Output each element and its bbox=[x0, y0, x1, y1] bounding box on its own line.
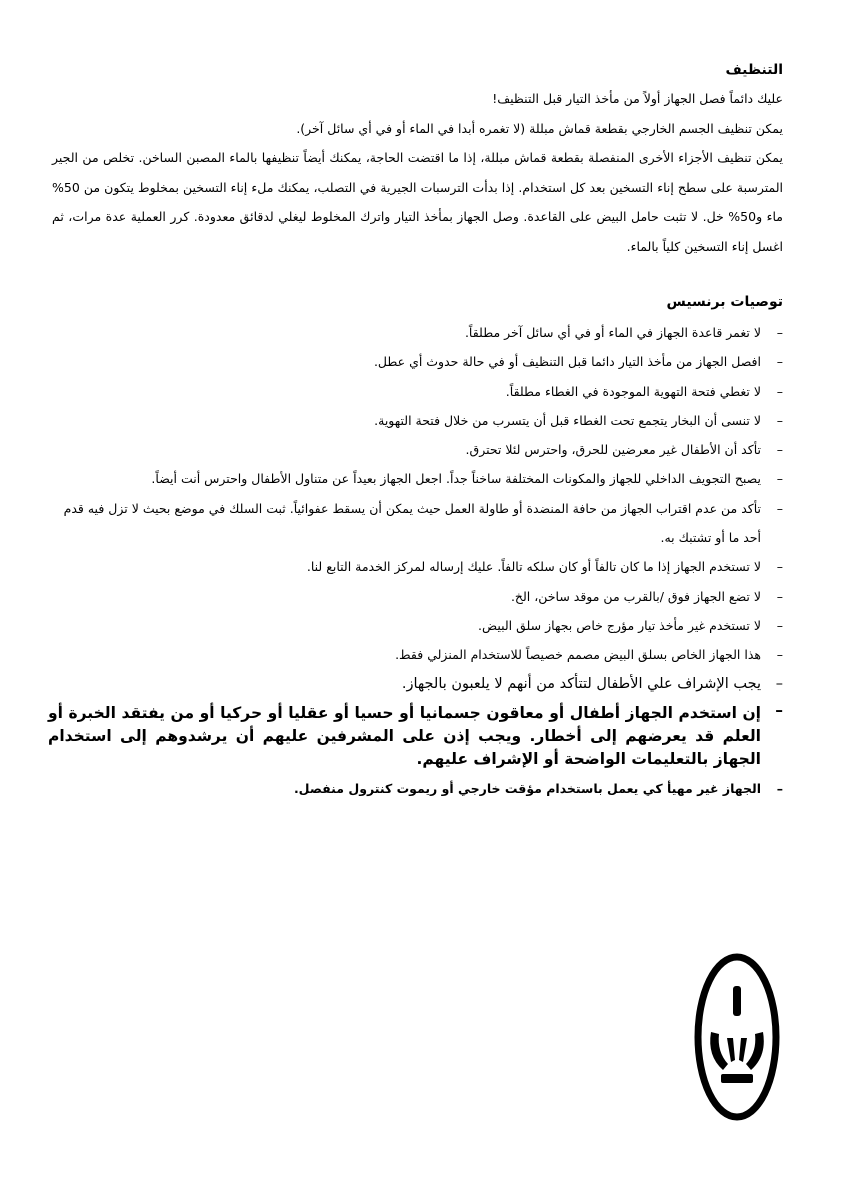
dash-bullet: – bbox=[776, 442, 783, 458]
dash-bullet: – bbox=[776, 471, 783, 487]
dash-bullet: – bbox=[776, 780, 783, 796]
list-item-text: هذا الجهاز الخاص بسلق البيض مصمم خصيصاً للاستخدام المنزلي فقط. bbox=[395, 647, 761, 663]
list-item bbox=[48, 640, 783, 669]
list-item-text: لا تنسى أن البخار يتجمع تحت الغطاء قبل أن يتسرب من خلال فتحة التهوية. bbox=[374, 412, 761, 428]
list-item bbox=[48, 611, 783, 640]
dash-bullet: – bbox=[775, 675, 783, 692]
list-item bbox=[48, 377, 783, 406]
dash-bullet: – bbox=[776, 559, 783, 575]
dash-bullet: – bbox=[776, 588, 783, 604]
list-item-text: لا تستخدم الجهاز إذا ما كان تالفاً أو كان سلكه تالفاً. عليك إرساله لمركز الخدمة التابع لنا. bbox=[306, 559, 761, 575]
list-item bbox=[48, 494, 783, 553]
recommendations-list bbox=[48, 318, 783, 803]
princess-crown-logo-icon bbox=[693, 952, 781, 1122]
dash-bullet: – bbox=[776, 500, 783, 516]
cleaning-paragraph: يمكن تنظيف الأجزاء الأخرى المنفصلة بقطعة قماش مبللة، إذا ما اقتضت الحاجة، يمكنك أيضاً تنظيفها بالماء المصبن الساخن. تخلص من الجير المترسبة على سطح إناء التسخين بعد كل استخدام. إذا بدأت الترسبات الجيرية في التصلب، يمكنك ملء إناء التسخين بمخلوط يتكون من 50% ماء و50% خل. لا تثبت حامل البيض على القاعدة. وصل الجهاز بمأخذ التيار واترك المخلوط ليغلي لدقائق معدودة. كرر العملية عدة مرات، ثم اغسل إناء التسخين كلياً بالماء. bbox=[52, 150, 783, 254]
list-item-text: افصل الجهاز من مأخذ التيار دائما قبل التنظيف أو في حالة حدوث أي عطل. bbox=[373, 354, 761, 370]
list-item bbox=[48, 406, 783, 435]
cleaning-paragraph: عليك دائماً فصل الجهاز أولاً من مأخذ التيار قبل التنظيف! bbox=[492, 91, 783, 106]
list-item-text: تأكد من عدم اقتراب الجهاز من حافة المنضدة أو طاولة العمل حيث يمكن أن يسقط عفوائياً. ثبت السلك في موضع بحيث لا تزل فيه قدم أحد ما أو تشتبك به. bbox=[63, 500, 761, 546]
list-item bbox=[48, 582, 783, 611]
list-item bbox=[48, 435, 783, 464]
list-item bbox=[48, 464, 783, 493]
list-item-warning bbox=[48, 699, 783, 774]
list-item-text: لا تغمر قاعدة الجهاز في الماء أو في أي سائل آخر مطلقاً. bbox=[464, 325, 761, 340]
list-item bbox=[48, 347, 783, 376]
dash-bullet: – bbox=[776, 383, 783, 399]
cleaning-paragraph: يمكن تنظيف الجسم الخارجي بقطعة قماش مبللة (لا تغمره أبدا في الماء أو في أي سائل آخر). bbox=[296, 120, 783, 136]
dash-bullet: – bbox=[776, 354, 783, 370]
dash-bullet: – bbox=[776, 325, 783, 340]
list-item bbox=[48, 670, 783, 699]
list-item-text: إن استخدم الجهاز أطفال أو معاقون جسمانيا أو حسيا أو عقليا أو حركيا أو من يفتقد الخبرة أو العلم قد يعرضهم إلى أخطار. ويجب إذن على المشرفين عليهم أن يرشدوهم إلى استخدام الجهاز بالتعليمات الواضحة أو الإشراف عليهم. bbox=[48, 703, 761, 768]
recommendations-section bbox=[48, 288, 783, 803]
list-item bbox=[48, 318, 783, 347]
list-item-text: تأكد أن الأطفال غير معرضين للحرق، واحترس لئلا تحترق. bbox=[465, 442, 761, 458]
cleaning-section bbox=[52, 56, 783, 261]
dash-bullet: – bbox=[776, 412, 783, 428]
list-item bbox=[48, 552, 783, 581]
list-item bbox=[48, 774, 783, 803]
list-item-text: لا تغطي فتحة التهوية الموجودة في الغطاء مطلقاً. bbox=[505, 383, 761, 399]
list-item-text: لا تضع الجهاز فوق /بالقرب من موقد ساخن، الخ. bbox=[510, 588, 761, 604]
dash-bullet: – bbox=[776, 647, 783, 663]
recommendations-heading: توصيات برنسيس bbox=[666, 294, 783, 310]
cleaning-heading: التنظيف bbox=[725, 62, 783, 78]
list-item-text: لا تستخدم غير مأخذ تيار مؤرج خاص بجهاز سلق البيض. bbox=[478, 617, 761, 633]
list-item-text: يصبح التجويف الداخلي للجهاز والمكونات المختلفة ساخناً جداً. اجعل الجهاز بعيداً عن متناول الأطفال واحترس أنت أيضاً. bbox=[151, 471, 761, 487]
logo-graphic bbox=[693, 952, 781, 1122]
list-item-text: الجهاز غير مهيأ كي يعمل باستخدام مؤقت خارجي أو ريموت كنترول منفصل. bbox=[293, 780, 761, 796]
dash-bullet: – bbox=[775, 700, 783, 719]
dash-bullet: – bbox=[776, 617, 783, 633]
list-item-text: يجب الإشراف علي الأطفال لتتأكد من أنهم لا يلعبون بالجهاز. bbox=[401, 675, 761, 692]
